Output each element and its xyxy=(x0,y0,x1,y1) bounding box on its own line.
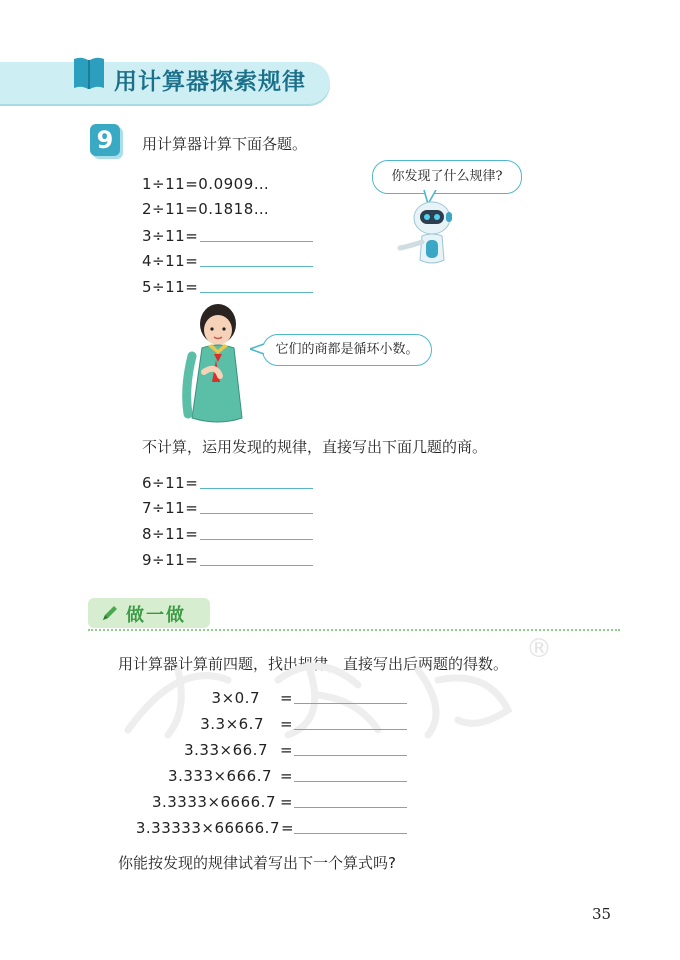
answer-blank[interactable] xyxy=(200,565,313,566)
problem-instruction: 用计算器计算下面各题。 xyxy=(142,135,308,153)
practice-expression: 3.3×6.7 xyxy=(200,715,264,733)
girl-illustration xyxy=(176,298,262,428)
blank-equation: 3÷11= xyxy=(142,227,199,245)
divider xyxy=(88,629,620,631)
book-icon xyxy=(72,55,106,91)
blank-equation: 4÷11= xyxy=(142,252,199,270)
answer-blank[interactable] xyxy=(294,703,407,704)
equals-sign: = xyxy=(280,741,294,759)
blank-equation: 5÷11= xyxy=(142,278,199,296)
section-title: 用计算器探索规律 xyxy=(114,69,306,95)
robot-speech-text: 你发现了什么规律? xyxy=(391,169,503,184)
equals-sign: = xyxy=(280,793,294,811)
equals-sign: = xyxy=(280,767,294,785)
robot-speech-bubble xyxy=(372,160,522,194)
problem-instruction-2: 不计算，运用发现的规律，直接写出下面几题的商。 xyxy=(142,438,488,456)
answer-blank[interactable] xyxy=(294,729,407,730)
practice-instruction: 用计算器计算前四题，找出规律，直接写出后两题的得数。 xyxy=(118,655,509,673)
given-equation: 1÷11=0.0909… xyxy=(142,175,270,193)
answer-blank[interactable] xyxy=(294,833,407,834)
pencil-icon xyxy=(100,603,120,623)
practice-expression: 3×0.7 xyxy=(211,689,260,707)
answer-blank[interactable] xyxy=(200,488,313,489)
answer-blank[interactable] xyxy=(200,539,313,540)
answer-blank[interactable] xyxy=(294,755,407,756)
equals-sign: = xyxy=(280,689,294,707)
practice-expression: 3.3333×6666.7 xyxy=(151,793,276,811)
blank-equation: 7÷11= xyxy=(142,499,199,517)
blank-equation: 6÷11= xyxy=(142,474,199,492)
practice-title: 做一做 xyxy=(126,605,186,626)
practice-question: 你能按发现的规律试着写出下一个算式吗? xyxy=(118,854,396,872)
equals-sign: = xyxy=(280,715,294,733)
blank-equation: 9÷11= xyxy=(142,551,199,569)
answer-blank[interactable] xyxy=(200,241,313,242)
answer-blank[interactable] xyxy=(294,781,407,782)
answer-blank[interactable] xyxy=(294,807,407,808)
practice-expression: 3.33×66.7 xyxy=(184,741,268,759)
bubble-tail xyxy=(250,342,266,356)
blank-equation: 8÷11= xyxy=(142,525,199,543)
answer-blank[interactable] xyxy=(200,266,313,267)
page-number: 35 xyxy=(592,905,612,923)
robot-illustration xyxy=(396,196,460,268)
equals-sign: = xyxy=(281,819,295,837)
practice-expression: 3.333×666.7 xyxy=(168,767,272,785)
registered-mark: ® xyxy=(526,634,552,664)
given-equation: 2÷11=0.1818… xyxy=(142,200,270,218)
girl-speech-bubble xyxy=(262,334,432,366)
practice-expression: 3.33333×66666.7 xyxy=(135,819,280,837)
answer-blank[interactable] xyxy=(200,513,313,514)
answer-blank[interactable] xyxy=(200,292,313,293)
girl-speech-text: 它们的商都是循环小数。 xyxy=(275,342,419,357)
problem-number: 9 xyxy=(90,124,120,156)
